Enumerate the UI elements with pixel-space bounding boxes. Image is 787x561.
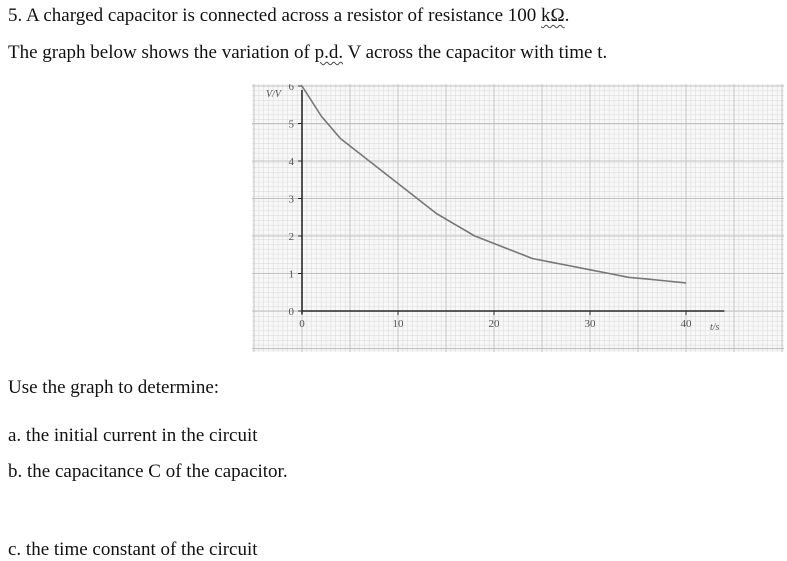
data-point xyxy=(493,243,495,245)
y-tick-label: 1 xyxy=(288,268,294,281)
y-axis-label: V/V xyxy=(266,89,281,100)
data-point xyxy=(685,282,687,284)
data-point xyxy=(589,269,591,271)
data-point xyxy=(301,85,303,87)
data-point xyxy=(531,258,533,260)
y-tick-label: 6 xyxy=(288,84,294,93)
data-point xyxy=(570,265,572,267)
data-point xyxy=(339,138,341,140)
pd-term: p.d. xyxy=(314,42,344,63)
question-intro-end: V across the capacitor with time t. xyxy=(343,42,608,63)
chart-labels xyxy=(266,84,720,333)
y-tick-label: 4 xyxy=(288,156,294,168)
data-point xyxy=(359,153,361,155)
y-tick-label: 0 xyxy=(288,306,294,318)
y-tick-label: 2 xyxy=(288,231,294,243)
question-title-end: . xyxy=(564,5,570,26)
x-tick-label: 20 xyxy=(488,318,500,330)
data-point xyxy=(435,213,437,215)
part-c: c. the time constant of the circuit xyxy=(8,539,258,560)
x-axis-label: t/s xyxy=(710,322,720,333)
data-point xyxy=(512,250,514,252)
data-point xyxy=(320,115,322,117)
x-tick-label: 30 xyxy=(584,318,596,330)
question-title xyxy=(8,6,569,25)
x-tick-label: 10 xyxy=(392,318,404,330)
data-point xyxy=(397,183,399,185)
y-tick-label: 5 xyxy=(288,118,294,131)
data-point xyxy=(455,224,457,226)
resistance-unit: kΩ xyxy=(541,5,565,26)
data-point xyxy=(608,273,610,275)
x-tick-label: 0 xyxy=(299,318,305,330)
chart-svg xyxy=(252,84,784,352)
data-point xyxy=(474,235,476,237)
part-b: b. the capacitance C of the capacitor. xyxy=(8,461,288,482)
data-point xyxy=(416,198,418,200)
data-point xyxy=(666,280,668,282)
data-point xyxy=(627,276,629,278)
question-title-main: 5. A charged capacitor is connected across a resistor of resistance 100 xyxy=(8,5,542,26)
y-tick-label: 3 xyxy=(288,193,294,206)
part-a: a. the initial current in the circuit xyxy=(8,425,258,446)
voltage-time-graph xyxy=(252,84,784,352)
instruction-text: Use the graph to determine: xyxy=(8,377,220,398)
x-tick-label: 40 xyxy=(680,318,692,330)
data-point xyxy=(551,261,553,263)
question-intro xyxy=(8,43,607,62)
data-point xyxy=(647,278,649,280)
question-intro-start: The graph below shows the variation of xyxy=(8,42,315,63)
data-point xyxy=(378,168,380,170)
